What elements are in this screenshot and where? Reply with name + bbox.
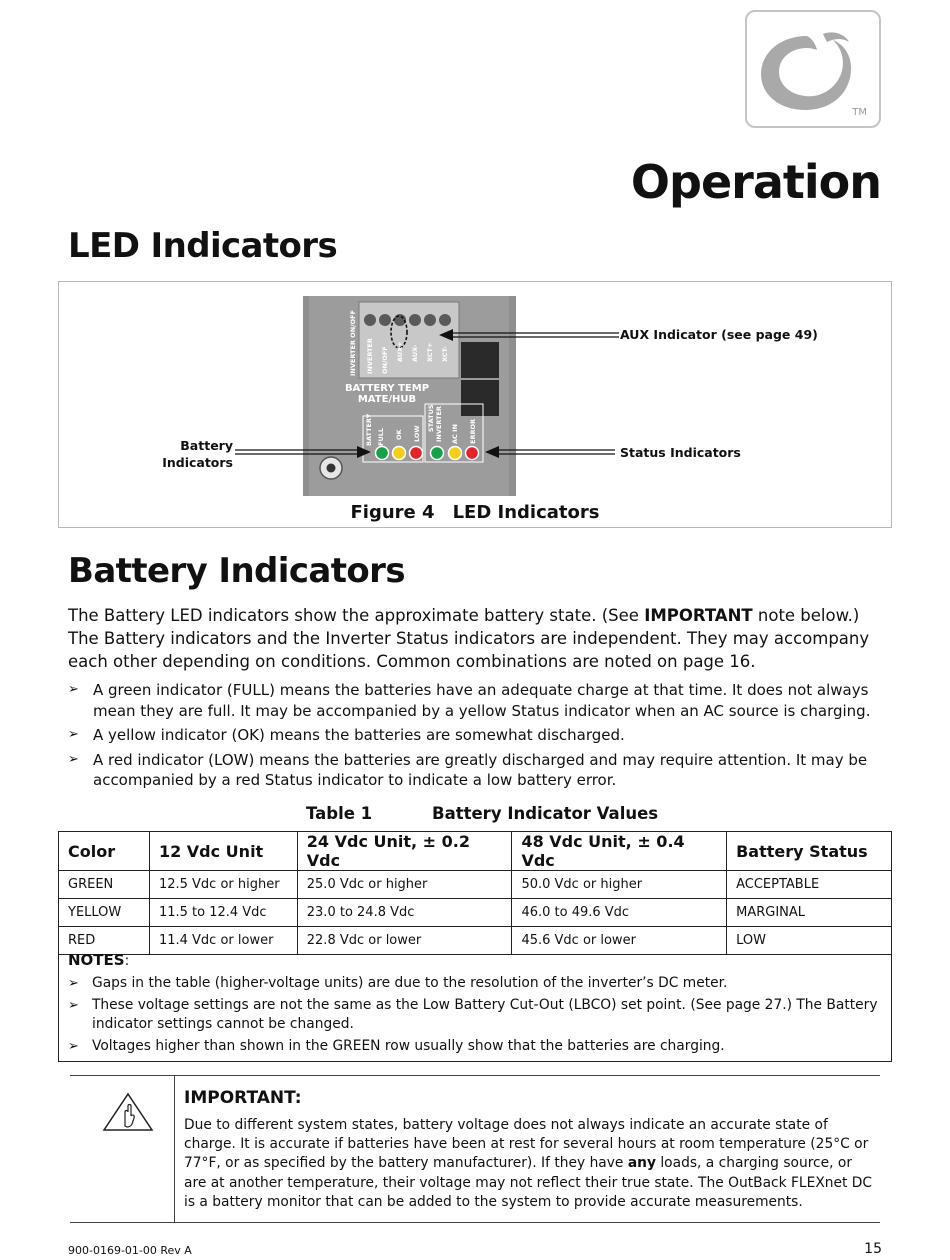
label-mate-hub: MATE/HUB xyxy=(357,394,417,405)
important-body xyxy=(184,1116,874,1212)
table-cell: YELLOW xyxy=(59,899,150,927)
table-header-row xyxy=(59,832,892,871)
document-number: 900-0169-01-00 Rev A xyxy=(68,1244,192,1257)
figure-number: Figure 4 xyxy=(350,502,435,523)
header-48v: 48 Vdc Unit, ± 0.4 Vdc xyxy=(512,832,727,871)
arrow-bullet-icon: ➢ xyxy=(68,998,79,1013)
important-callout xyxy=(70,1075,880,1223)
label-xct-plus: XCT+ xyxy=(426,342,434,362)
label-onoff: ON/OFF xyxy=(381,346,389,374)
table-cell: 45.6 Vdc or lower xyxy=(512,927,727,955)
arrow-bullet-icon: ➢ xyxy=(68,751,79,767)
important-text-1: Due to different system states, battery voltage does not always indicate an accurate state of charge. It is accurate if batteries have been at rest for several hours at room temperature (25°C or 77°F, or as specified by the battery manufacturer). If they have xyxy=(184,1117,869,1172)
battery-indicators-callout xyxy=(149,437,233,471)
table-row xyxy=(59,899,892,927)
list-item xyxy=(68,974,882,993)
list-item xyxy=(68,750,888,791)
status-inverter-led xyxy=(431,447,444,460)
aux-indicator-callout: AUX Indicator (see page 49) xyxy=(620,327,818,342)
list-item xyxy=(68,996,882,1034)
list-item xyxy=(68,680,888,721)
figure-led-indicators xyxy=(58,281,892,528)
battery-indicator-table xyxy=(58,831,892,955)
note-text: Voltages higher than shown in the GREEN row usually show that the batteries are charging. xyxy=(92,1038,725,1054)
header-24v: 24 Vdc Unit, ± 0.2 Vdc xyxy=(297,832,512,871)
label-status: STATUS xyxy=(427,404,435,432)
important-heading: IMPORTANT: xyxy=(184,1088,302,1108)
label-error: ERROR xyxy=(469,419,477,444)
important-bold-word: any xyxy=(627,1155,656,1172)
label-aux-plus: AUX+ xyxy=(396,341,404,362)
page-number: 15 xyxy=(864,1241,882,1257)
label-ac-in: AC IN xyxy=(451,424,459,444)
notes-list xyxy=(68,974,882,1056)
battery-section-title: Battery Indicators xyxy=(68,551,405,591)
arrow-bullet-icon: ➢ xyxy=(68,682,79,697)
battery-callout-line2: Indicators xyxy=(162,455,233,470)
note-text: Gaps in the table (higher-voltage units) are due to the resolution of the inverter’s DC meter. xyxy=(92,975,728,991)
caution-hand-icon xyxy=(102,1092,154,1132)
header-12v: 12 Vdc Unit xyxy=(149,832,297,871)
company-logo xyxy=(745,10,881,128)
table-cell: ACCEPTABLE xyxy=(727,871,892,899)
figure-title: LED Indicators xyxy=(452,502,600,523)
status-error-led xyxy=(466,447,479,460)
header-color: Color xyxy=(59,832,150,871)
intro-text-1: The Battery LED indicators show the approximate battery state. (See xyxy=(68,606,645,625)
figure-caption xyxy=(59,502,891,523)
table-cell: 46.0 to 49.6 Vdc xyxy=(512,899,727,927)
table-label: Table 1 xyxy=(306,804,373,823)
table-cell: 25.0 Vdc or higher xyxy=(297,871,512,899)
status-ac-in-led xyxy=(449,447,462,460)
battery-callout-line1: Battery xyxy=(180,438,233,453)
label-inverter-status: INVERTER xyxy=(435,406,443,442)
arrow-bullet-icon: ➢ xyxy=(68,976,79,991)
battery-full-led xyxy=(376,447,389,460)
battery-ok-led xyxy=(393,447,406,460)
bullet-text: A green indicator (FULL) means the batteries have an adequate charge at that time. It does not always mean they are full. It may be accompanied by a yellow Status indicator when an AC source is charging. xyxy=(93,681,871,720)
table-cell: 11.4 Vdc or lower xyxy=(149,927,297,955)
bullet-text: A red indicator (LOW) means the batteries are greatly discharged and may require attention. It may be accompanied by a red Status indicator to indicate a low battery error. xyxy=(93,750,868,789)
note-text: These voltage settings are not the same as the Low Battery Cut-Out (LBCO) set point. (See page 27.) The Battery indicator settings cannot be changed. xyxy=(92,997,878,1032)
table-cell: RED xyxy=(59,927,150,955)
label-aux-minus: AUX- xyxy=(411,344,419,362)
table-caption: Battery Indicator Values xyxy=(432,804,659,823)
list-item xyxy=(68,1037,882,1056)
important-divider xyxy=(174,1076,175,1222)
label-inverter-onoff-top: INVERTER ON/OFF xyxy=(349,310,357,376)
bullet-text: A yellow indicator (OK) means the batteries are somewhat discharged. xyxy=(93,726,625,744)
table-cell: 11.5 to 12.4 Vdc xyxy=(149,899,297,927)
table-cell: 23.0 to 24.8 Vdc xyxy=(297,899,512,927)
table-cell: MARGINAL xyxy=(727,899,892,927)
label-inverter: INVERTER xyxy=(366,338,374,374)
label-ok: OK xyxy=(395,429,403,440)
trademark-mark: TM xyxy=(852,107,867,118)
header-status: Battery Status xyxy=(727,832,892,871)
important-text-2: loads, a charging source, or are at another temperature, their voltage may not reflect their true state. The OutBack FLEXnet DC is a battery monitor that can be added to the system to provide accurate measurements. xyxy=(184,1155,873,1210)
label-battery: BATTERY xyxy=(365,413,373,446)
table-row xyxy=(59,871,892,899)
table-cell: 50.0 Vdc or higher xyxy=(512,871,727,899)
arrow-bullet-icon: ➢ xyxy=(68,1039,79,1054)
intro-important-word: IMPORTANT xyxy=(644,606,753,625)
table-cell: 22.8 Vdc or lower xyxy=(297,927,512,955)
label-xct-minus: XCT- xyxy=(441,346,449,362)
battery-intro-paragraph xyxy=(68,604,888,673)
battery-bullet-list xyxy=(68,680,888,795)
battery-low-led xyxy=(410,447,423,460)
notes-label: NOTES xyxy=(68,951,125,969)
label-full: FULL xyxy=(377,427,385,446)
label-battery-temp: BATTERY TEMP xyxy=(344,383,430,394)
led-section-title: LED Indicators xyxy=(68,226,338,266)
list-item xyxy=(68,725,888,746)
table-cell: GREEN xyxy=(59,871,150,899)
arrow-bullet-icon: ➢ xyxy=(68,727,79,742)
status-indicators-callout: Status Indicators xyxy=(620,445,741,460)
chapter-title: Operation xyxy=(630,155,881,209)
intro-text-2: note below.) The Battery indicators and the Inverter Status indicators are independent. They may accompany each other depending on conditions. Common combinations are noted on page 16. xyxy=(68,606,870,671)
label-low: LOW xyxy=(413,425,421,442)
table-notes: NOTES: ➢ Gaps in the table (higher-voltage units) are due to the resolution of the inverter’s DC meter. ➢ These voltage settings are not the same as the Low Battery Cut-Out (LBCO) set point. (See page 27.) The Battery indicator settings cannot be changed. ➢ Voltages higher than shown in the GREEN row usually show that the batteries are charging. xyxy=(58,945,892,1062)
table-cell: LOW xyxy=(727,927,892,955)
table-cell: 12.5 Vdc or higher xyxy=(149,871,297,899)
